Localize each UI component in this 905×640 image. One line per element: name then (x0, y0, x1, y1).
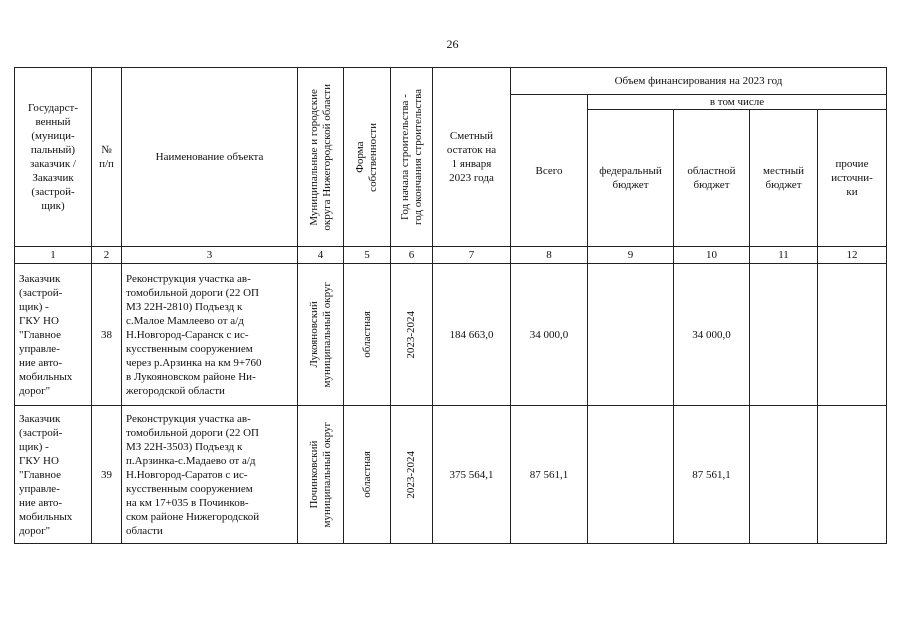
header-including: в том числе (588, 95, 887, 110)
table-row (15, 406, 887, 544)
row-number: 38 (92, 264, 122, 406)
row-total: 34 000,0 (511, 264, 588, 406)
row-customer: Заказчик (застрой- щик) - ГКУ НО "Главное управле- ние авто- мобильных дорог" (15, 264, 92, 406)
row-municipality: Починковский муниципальный округ (298, 406, 344, 544)
header-other: прочие источни- ки (818, 110, 887, 247)
table-row (15, 264, 887, 406)
column-number: 1 (15, 247, 92, 264)
row-ownership: областная (344, 264, 391, 406)
row-federal (588, 264, 674, 406)
column-number: 11 (750, 247, 818, 264)
row-federal (588, 406, 674, 544)
row-other (818, 264, 887, 406)
row-years: 2023-2024 (391, 264, 433, 406)
header-funding-title: Объем финансирования на 2023 год (511, 68, 887, 95)
column-number: 3 (122, 247, 298, 264)
page-number: 26 (446, 37, 459, 51)
row-regional: 87 561,1 (674, 406, 750, 544)
column-number: 5 (344, 247, 391, 264)
financing-table (14, 67, 887, 544)
header-regional: областной бюджет (674, 110, 750, 247)
row-total: 87 561,1 (511, 406, 588, 544)
header-local: местный бюджет (750, 110, 818, 247)
column-number: 12 (818, 247, 887, 264)
row-other (818, 406, 887, 544)
column-number: 2 (92, 247, 122, 264)
column-number: 10 (674, 247, 750, 264)
row-estimate: 184 663,0 (433, 264, 511, 406)
row-customer: Заказчик (застрой- щик) - ГКУ НО "Главное управле- ние авто- мобильных дорог" (15, 406, 92, 544)
column-number: 8 (511, 247, 588, 264)
row-years: 2023-2024 (391, 406, 433, 544)
header-customer: Государст- венный (муници- пальный) заказчик / Заказчик (застрой- щик) (15, 68, 92, 247)
header-municipality: Муниципальные и городские округа Нижегородской области (298, 68, 344, 247)
column-number: 4 (298, 247, 344, 264)
row-ownership: областная (344, 406, 391, 544)
row-object: Реконструкция участка ав- томобильной дороги (22 ОП МЗ 22Н-2810) Подъезд к с.Малое Мамлеево от а/д Н.Новгород-Саранск с ис- кусственным сооружением через р.Арзинка на км 9+760 в Лукояновском районе Ни- жегородской области (122, 264, 298, 406)
row-estimate: 375 564,1 (433, 406, 511, 544)
header-years: Год начала строительства - год окончания строительства (391, 68, 433, 247)
header-object-name: Наименование объекта (122, 68, 298, 247)
row-local (750, 264, 818, 406)
header-federal: федеральный бюджет (588, 110, 674, 247)
header-number: № п/п (92, 68, 122, 247)
column-number: 6 (391, 247, 433, 264)
row-local (750, 406, 818, 544)
row-regional: 34 000,0 (674, 264, 750, 406)
row-object: Реконструкция участка ав- томобильной дороги (22 ОП МЗ 22Н-3503) Подъезд к п.Арзинка-с.Мадаево от а/д Н.Новгород-Саратов с ис- кусственным сооружением на км 17+035 в Починков- ском районе Нижегородской области (122, 406, 298, 544)
column-number: 7 (433, 247, 511, 264)
header-total: Всего (511, 95, 588, 247)
header-ownership: Форма собственности (344, 68, 391, 247)
header-estimate: Сметный остаток на 1 января 2023 года (433, 68, 511, 247)
row-number: 39 (92, 406, 122, 544)
row-municipality: Лукояновский муниципальный округ (298, 264, 344, 406)
column-numbers-row (15, 247, 887, 264)
column-number: 9 (588, 247, 674, 264)
